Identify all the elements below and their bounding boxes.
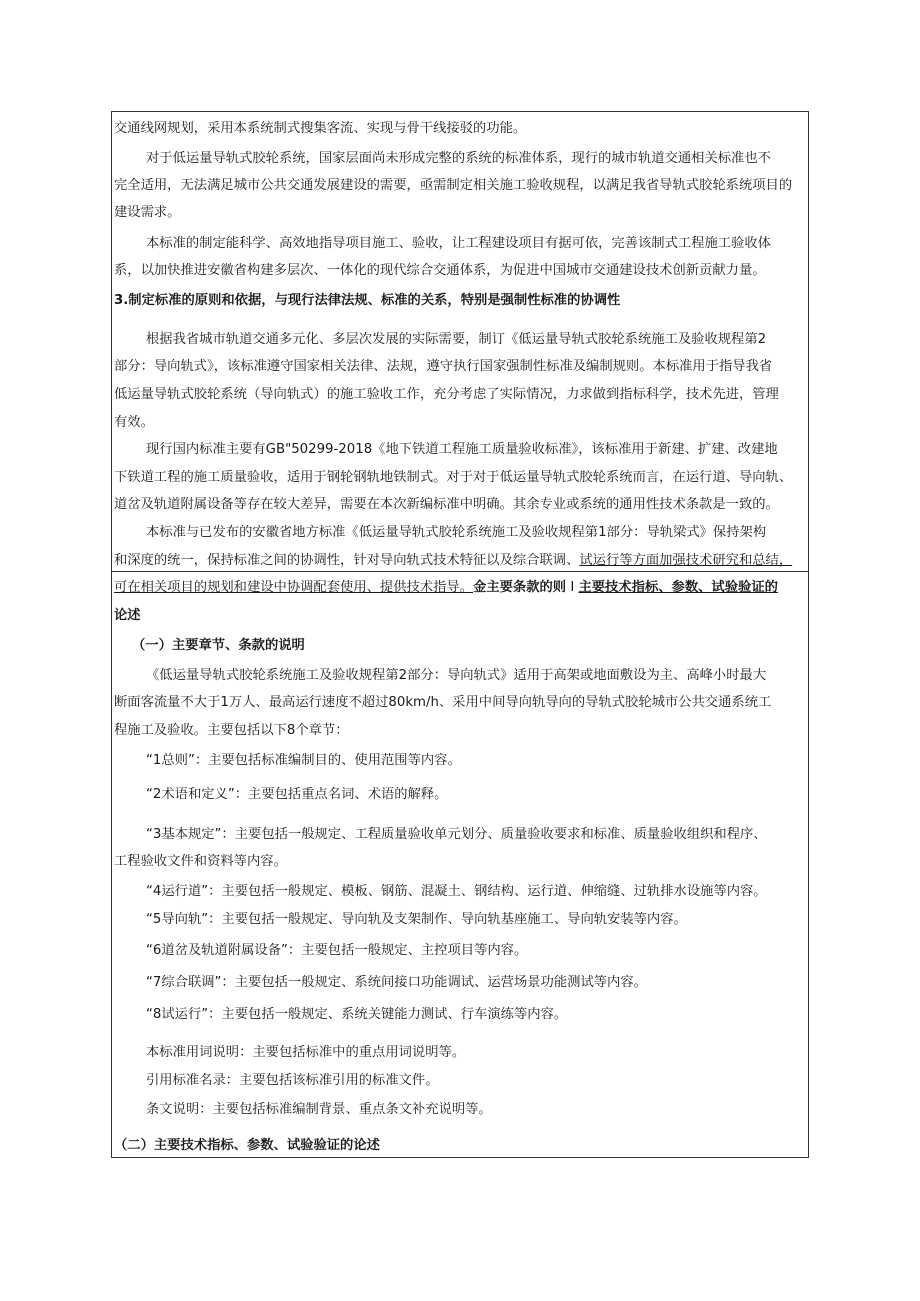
table-rule xyxy=(111,571,809,572)
chapter-item: “1总则”：主要包括标准编制目的、使用范围等内容。 xyxy=(146,753,461,768)
body-line-part: 和深度的统一，保持标准之间的协调性，针对导向轨式技术特征以及综合联调、 xyxy=(114,553,580,568)
body-line: 本标准与已发布的安徽省地方标准《低运量导轨式胶轮系统施工及验收规程第1部分：导轨梁式》保持架构 xyxy=(146,525,767,540)
chapter-item-cont: 工程验收文件和资料等内容。 xyxy=(114,854,287,869)
body-line: 有效。 xyxy=(114,415,154,430)
section-heading-4-cont: 论述 xyxy=(114,608,141,623)
underlined-text: 可在相关项目的规划和建设中协调配套使用、提供技术指导。 xyxy=(114,580,474,595)
chapter-item: “5导向轨”：主要包括一般规定、导向轨及支架制作、导向轨基座施工、导向轨安装等内容。 xyxy=(146,912,687,927)
body-line xyxy=(114,552,792,570)
section-heading-3: 3.制定标准的原则和依据，与现行法律法规、标准的关系，特别是强制性标准的协调性 xyxy=(114,293,621,308)
body-line: 本标准用词说明：主要包括标准中的重点用词说明等。 xyxy=(146,1045,466,1060)
body-line: 部分：导向轨式》，该标准遵守国家相关法律、法规，遵守执行国家强制性标准及编制规则。本标准用于指导我省 xyxy=(114,359,773,374)
body-line: 现行国内标准主要有GB"50299-2018《地下铁道工程施工质量验收标准》，该标准用于新建、扩建、改建地 xyxy=(146,442,778,457)
body-line: 断面客流量不大于1万人、最高运行速度不超过80km/h、采用中间导向轨导向的导轨式胶轮城市公共交通系统工 xyxy=(114,695,772,710)
subsection-heading-2: （二）主要技术指标、参数、试验验证的论述 xyxy=(114,1138,380,1153)
subsection-heading-1: （一）主要章节、条款的说明 xyxy=(132,638,305,653)
chapter-item: “8试运行”：主要包括一般规定、系统关键能力测试、行车演练等内容。 xyxy=(146,1007,568,1022)
body-line: 本标准的制定能科学、高效地指导项目施工、验收，让工程建设项目有据可依，完善该制式工程施工验收体 xyxy=(146,236,771,251)
body-line: 完全适用，无法满足城市公共交通发展建设的需要，亟需制定相关施工验收规程，以满足我省导轨式胶轮系统项目的 xyxy=(114,178,793,193)
body-line: 交通线网规划，采用本系统制式搜集客流、实现与骨干线接驳的功能。 xyxy=(114,121,527,136)
body-line: 引用标准名录：主要包括该标准引用的标准文件。 xyxy=(146,1073,439,1088)
body-line: 建设需求。 xyxy=(114,205,181,220)
chapter-item: “4运行道”：主要包括一般规定、模板、钢筋、混凝土、钢结构、运行道、伸缩缝、过轨排水设施等内容。 xyxy=(146,884,767,899)
body-line: 可在相关项目的规划和建设中协调配套使用、提供技术指导。金主要条款的则 I 主要技术指标、参数、试验验证的 xyxy=(114,580,778,595)
body-line: 程施工及验收。主要包括以下8个章节： xyxy=(114,723,349,738)
body-line: 条文说明：主要包括标准编制背景、重点条文补充说明等。 xyxy=(146,1102,492,1117)
chapter-item: “3基本规定”：主要包括一般规定、工程质量验收单元划分、质量验收要求和标准、质量验收组织和程序、 xyxy=(146,827,767,842)
section-heading-4: 主要技术指标、参数、试验验证的 xyxy=(578,580,778,595)
chapter-item: “2术语和定义”：主要包括重点名词、术语的解释。 xyxy=(146,787,448,802)
body-line: 道岔及轨道附属设备等存在较大差异，需要在本次新编标准中明确。其余专业或系统的通用性技术条款是一致的。 xyxy=(114,497,779,512)
body-line: 对于低运量导轨式胶轮系统，国家层面尚未形成完整的系统的标准体系，现行的城市轨道交通相关标准也不 xyxy=(146,151,771,166)
body-line: 下铁道工程的施工质量验收，适用于钢轮钢轨地铁制式。对于对于低运量导轨式胶轮系统而言，在运行道、导向轨、 xyxy=(114,470,793,485)
body-line: 根据我省城市轨道交通多元化、多层次发展的实际需要，制订《低运量导轨式胶轮系统施工及验收规程第2 xyxy=(146,332,767,347)
body-line: 《低运量导轨式胶轮系统施工及验收规程第2部分：导向轨式》适用于高架或地面敷设为主、高峰小时最大 xyxy=(146,668,767,683)
body-line: 低运量导轨式胶轮系统（导向轨式）的施工验收工作，充分考虑了实际情况，力求做到指标科学，技术先进，管理 xyxy=(114,387,779,402)
heading-fragment: 金主要条款的则 xyxy=(473,580,567,595)
chapter-item: “7综合联调”：主要包括一般规定、系统间接口功能调试、运营场景功能测试等内容。 xyxy=(146,975,647,990)
underlined-text: 试运行等方面加强技术研究和总结， xyxy=(579,553,793,568)
chapter-item: “6道岔及轨道附属设备”：主要包括一般规定、主控项目等内容。 xyxy=(146,943,528,958)
body-line: 系，以加快推进安徽省构建多层次、一体化的现代综合交通体系，为促进中国城市交通建设技术创新贡献力量。 xyxy=(114,263,766,278)
